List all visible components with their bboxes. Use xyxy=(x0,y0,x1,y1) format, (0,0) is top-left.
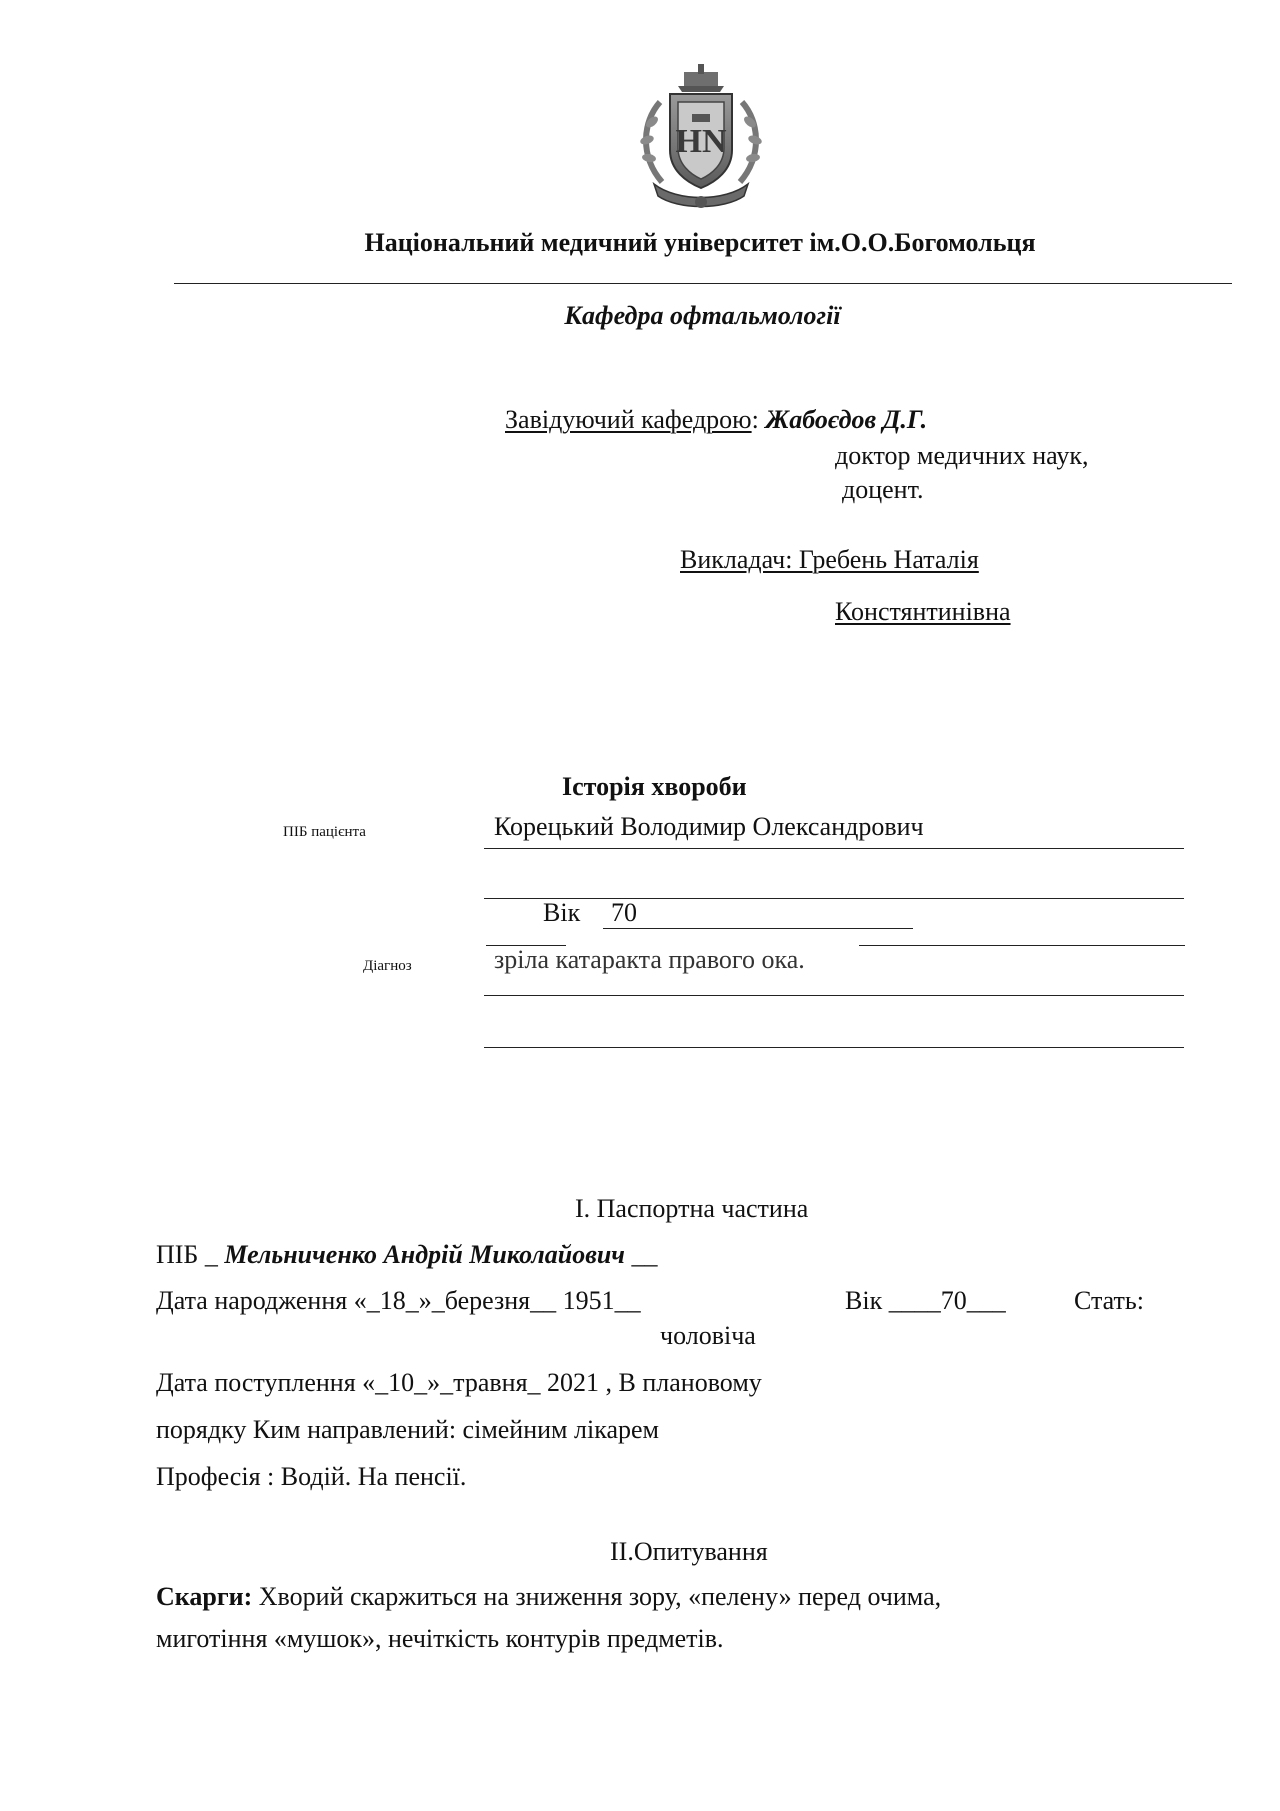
patient-name-label: ПІБ пацієнта xyxy=(283,824,366,840)
head-title: доцент. xyxy=(842,475,924,504)
diagnosis-value: зріла катаракта правого ока. xyxy=(494,945,805,974)
age-line-right xyxy=(859,945,1185,946)
sex-label: Стать: xyxy=(1074,1286,1144,1315)
head-of-department xyxy=(505,405,927,435)
passport-pib-value: Мельниченко Андрій Миколайович xyxy=(224,1240,625,1269)
head-name: Жабоєдов Д.Г. xyxy=(765,405,928,434)
university-name: Національний медичний університет ім.О.О.Богомольця xyxy=(364,228,1036,257)
admission-date: Дата поступлення «_10_»_травня_ 2021 , В плановому xyxy=(156,1368,762,1397)
complaints-text-1: Хворий скаржиться на зниження зору, «пелену» перед очима, xyxy=(252,1582,942,1611)
profession: Професія : Водій. На пенсії. xyxy=(156,1462,467,1491)
head-label: Завідуючий кафедрою xyxy=(505,405,752,434)
patient-name-line xyxy=(484,848,1184,849)
university-crest-logo xyxy=(632,62,770,212)
complaints-line-1 xyxy=(156,1582,941,1612)
department-name: Кафедра офтальмології xyxy=(564,301,841,330)
passport-pib-tail: __ xyxy=(624,1240,658,1269)
header-divider xyxy=(174,283,1232,284)
history-title: Історія хвороби xyxy=(562,772,747,801)
date-of-birth: Дата народження «_18_»_березня__ 1951__ xyxy=(156,1286,641,1315)
age-label: Вік xyxy=(543,898,581,927)
diagnosis-label: Діагноз xyxy=(363,958,412,974)
age-value: 70 xyxy=(611,898,637,927)
diagnosis-line xyxy=(484,995,1184,996)
passport-pib-label: ПІБ _ xyxy=(156,1240,225,1269)
complaints-line-2: миготіння «мушок», нечіткість контурів предметів. xyxy=(156,1624,724,1653)
lecturer-line-1: Викладач: Гребень Наталія xyxy=(680,545,979,574)
lecturer-line-2: Констянтинівна xyxy=(835,597,1011,626)
passport-section-title: І. Паспортна частина xyxy=(575,1194,809,1223)
complaints-label: Скарги: xyxy=(156,1582,253,1611)
head-separator: : xyxy=(751,405,759,434)
blank-line-1 xyxy=(484,898,1184,899)
sex-value: чоловіча xyxy=(660,1321,756,1350)
head-degree: доктор медичних наук, xyxy=(835,441,1089,470)
svg-text:HN: HN xyxy=(675,123,727,160)
passport-age: Вік ____70___ xyxy=(845,1286,1006,1315)
passport-pib xyxy=(156,1240,657,1270)
survey-section-title: ІІ.Опитування xyxy=(610,1537,768,1566)
patient-name-value: Корецький Володимир Олександрович xyxy=(494,812,924,841)
blank-line-2 xyxy=(484,1047,1184,1048)
age-underline xyxy=(603,928,913,929)
referral: порядку Ким направлений: сімейним лікарем xyxy=(156,1415,659,1444)
